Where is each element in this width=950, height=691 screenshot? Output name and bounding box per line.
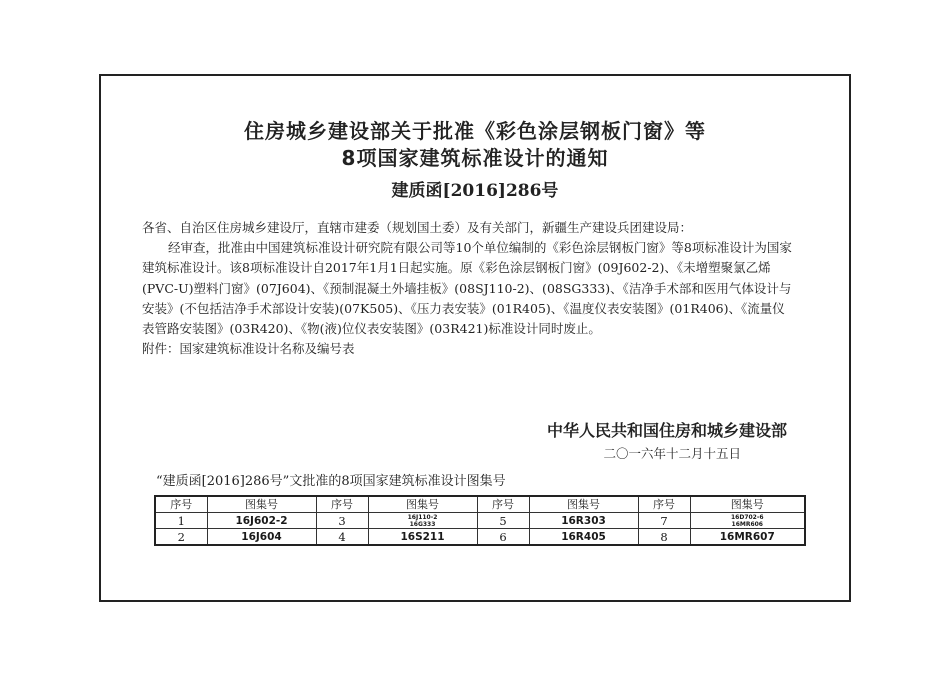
atlas-code-cell: 16S211: [368, 529, 477, 546]
table-row: [155, 513, 805, 529]
atlas-code-cell: 16R405: [529, 529, 638, 546]
serial-cell: 4: [316, 529, 368, 546]
atlas-code-cell: 16J602-2: [207, 513, 316, 529]
table-caption: “建质函[2016]286号”文批准的8项国家建筑标准设计图集号: [156, 474, 506, 489]
serial-cell: 8: [638, 529, 690, 546]
atlas-code: 16G333: [409, 520, 436, 528]
header-cell: 图集号: [529, 496, 638, 513]
serial-cell: 3: [316, 513, 368, 529]
serial-cell: 7: [638, 513, 690, 529]
body-paragraph: 经审查，批准由中国建筑标准设计研究院有限公司等10个单位编制的《彩色涂层钢板门窗》等8项标准设计为国家建筑标准设计。该8项标准设计自2017年1月1日起实施。原《彩色涂层钢板门窗》(09J602-2)、《未增塑聚氯乙烯(PVC-U)塑料门窗》(07J604)、《预制混凝土外墙挂板》(08SJ110-2)、(08SG333)、《洁净手术部和医用气体设计与安装》(不包括洁净手术部设计安装)(07K505)、《压力表安装》(01R405)、《温度仪表安装图》(01R406)、《流量仪表管路安装图》(03R420)、《物(液)位仪表安装图》(03R421)标准设计同时废止。: [142, 240, 792, 337]
serial-cell: 2: [155, 529, 207, 546]
addressee: 各省、自治区住房城乡建设厅，直辖市建委（规划国土委）及有关部门，新疆生产建设兵团建设局：: [142, 220, 693, 235]
atlas-code-cell: [368, 513, 477, 529]
issue-date: 二〇一六年十二月十五日: [603, 446, 741, 461]
attachment-note: 附件：国家建筑标准设计名称及编号表: [142, 341, 355, 357]
header-cell: 图集号: [368, 496, 477, 513]
serial-cell: 6: [477, 529, 529, 546]
notice-body: [142, 218, 797, 359]
document-number: 建质函[2016]286号: [391, 181, 559, 201]
header-cell: 序号: [155, 496, 207, 513]
header-cell: 序号: [638, 496, 690, 513]
atlas-code: 16MR606: [731, 520, 763, 528]
issuing-authority: 中华人民共和国住房和城乡建设部: [546, 421, 787, 440]
header-cell: 序号: [477, 496, 529, 513]
header-cell: 图集号: [207, 496, 316, 513]
table-header-row: [155, 496, 805, 513]
serial-cell: 5: [477, 513, 529, 529]
atlas-code: 16D702-6: [730, 513, 764, 521]
table-row: [155, 529, 805, 546]
header-cell: 序号: [316, 496, 368, 513]
atlas-code-cell: 16MR607: [690, 529, 805, 546]
atlas-table: [154, 495, 806, 546]
atlas-code-cell: 16R303: [529, 513, 638, 529]
atlas-code: 16J110-2: [407, 513, 438, 521]
serial-cell: 1: [155, 513, 207, 529]
header-cell: 图集号: [690, 496, 805, 513]
document-frame: [99, 74, 851, 602]
document-title-line2: 8项国家建筑标准设计的通知: [341, 146, 609, 170]
atlas-code-cell: [690, 513, 805, 529]
document-title-line1: 住房城乡建设部关于批准《彩色涂层钢板门窗》等: [244, 119, 706, 143]
atlas-code-cell: 16J604: [207, 529, 316, 546]
